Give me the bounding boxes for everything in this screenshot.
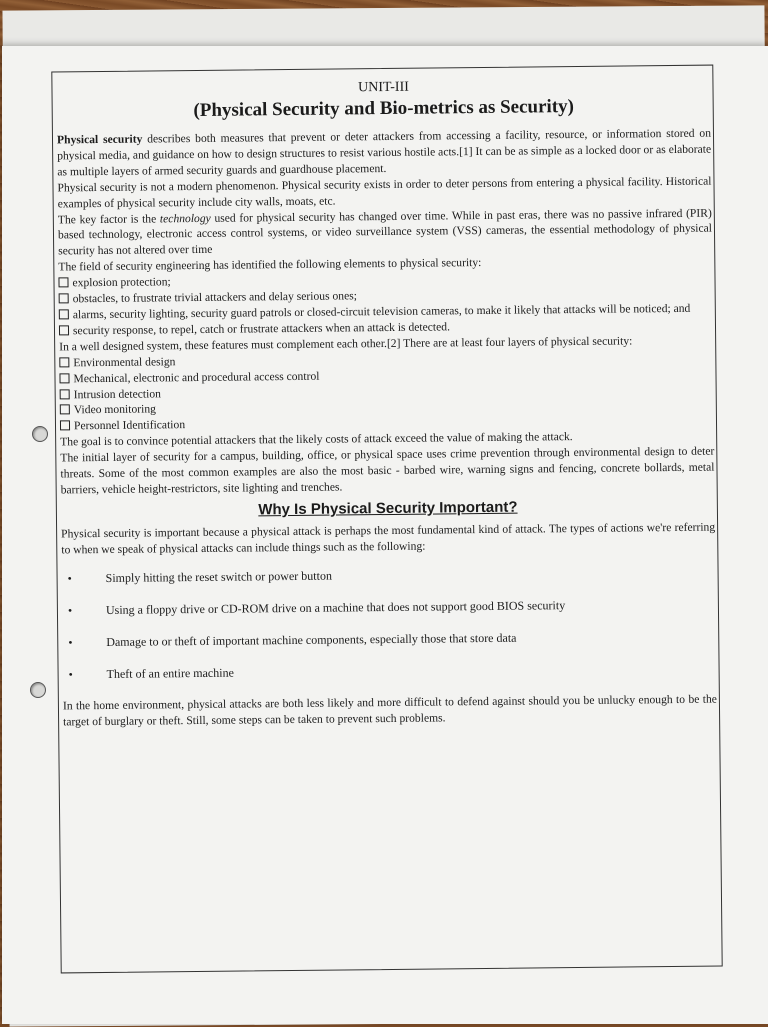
intro-lead-term: Physical security <box>56 132 143 147</box>
initial-layer-paragraph: The initial layer of security for a campus, building, office, or physical space uses crime prevention through environmental design to deter threats. Some of the most common examples are also the most basic - barbed wire, warning signs and fencing, concrete bollards, metal barriers, vehicle height-restrictors, site lighting and trenches. <box>60 444 715 497</box>
list-item-text: Using a floppy drive or CD-ROM drive on a machine that does not support good BIOS security <box>105 597 566 617</box>
bullet-icon: • <box>67 570 72 586</box>
list-item-text: Personnel Identification <box>73 418 186 433</box>
goal-paragraph: The goal is to convince potential attackers that the likely costs of attack exceed the value of making the attack. <box>60 430 573 449</box>
list-item-text: alarms, security lighting, security guard patrols or closed-circuit television cameras, to make it likely that attacks will be noticed; and <box>72 301 691 322</box>
intro-paragraph <box>57 126 711 181</box>
punch-hole-top <box>32 426 48 442</box>
punch-hole-bottom <box>30 682 46 698</box>
attack-bullet-list <box>62 563 717 682</box>
checkbox-square-icon <box>60 389 70 399</box>
checkbox-square-icon <box>59 293 69 303</box>
layers-list <box>59 348 714 434</box>
page-content <box>56 74 717 730</box>
checkbox-square-icon <box>59 325 69 335</box>
elements-intro: The field of security engineering has identified the following elements to physical security: <box>58 256 482 274</box>
technology-text-pre: The key factor is the <box>57 211 157 226</box>
list-item-text: Damage to or theft of important machine components, especially those that store data <box>106 630 517 649</box>
elements-list <box>58 269 713 339</box>
list-item <box>63 659 717 682</box>
bullet-icon: • <box>67 602 73 618</box>
list-item-text: Intrusion detection <box>73 386 162 401</box>
checkbox-square-icon <box>59 373 69 383</box>
list-item <box>62 595 716 618</box>
page-border <box>51 65 722 974</box>
checkbox-square-icon <box>58 277 68 287</box>
list-item-text: Environmental design <box>73 354 176 369</box>
checkbox-square-icon <box>59 357 69 367</box>
list-item <box>62 563 716 586</box>
history-paragraph: Physical security is not a modern phenomenon. Physical security exists in order to deter persons from entering a physical facility. Historical examples of physical security include city walls, moats, etc. <box>57 174 712 211</box>
list-item-text: Simply hitting the reset switch or power button <box>105 568 332 585</box>
bullet-icon: • <box>68 634 73 650</box>
list-item-text: security response, to repel, catch or frustrate attackers when an attack is detected. <box>72 320 451 338</box>
technology-text-post: used for physical security has changed over time. While in past eras, there was no passive infrared (PIR) based technology, electronic access control systems, or video surveillance system (VSS) cameras, the essential methodology of physical security has not altered over time <box>57 206 713 258</box>
list-item-text: explosion protection; <box>72 275 171 290</box>
checkbox-square-icon <box>60 405 70 415</box>
layers-intro: In a well designed system, these features must complement each other.[2] There are at least four layers of physical security: <box>59 334 633 354</box>
list-item-text: Theft of an entire machine <box>106 665 234 681</box>
technology-emphasis: technology <box>159 211 211 225</box>
intro-paragraph-text: describes both measures that prevent or deter attackers from accessing a facility, resource, or information stored on physical media, and guidance on how to design structures to resist various hostile acts.[1] It can be as simple as a locked door or as elaborate as multiple layers of armed security guards and guardhouse placement. <box>57 126 712 179</box>
list-item-text: obstacles, to frustrate trivial attackers and delay serious ones; <box>72 289 358 306</box>
why-intro-paragraph: Physical security is important because a physical attack is perhaps the most fundamental kind of attack. The types of actions we're referring to when we speak of physical attacks can include things such as the following: <box>61 520 716 557</box>
section-heading: Why Is Physical Security Important? <box>258 498 518 519</box>
closing-paragraph: In the home environment, physical attacks are both less likely and more difficult to defend against should you be unlucky enough to be the target of burglary or theft. Still, some steps can be taken to prevent such problems. <box>62 692 717 728</box>
checkbox-square-icon <box>59 309 69 319</box>
list-item-text: Video monitoring <box>73 402 156 417</box>
bullet-icon: • <box>68 666 73 681</box>
page-title: (Physical Security and Bio-metrics as Security) <box>193 96 575 122</box>
list-item-text: Mechanical, electronic and procedural access control <box>73 369 320 385</box>
unit-label: UNIT-III <box>357 79 409 96</box>
checkbox-square-icon <box>60 421 70 431</box>
document-page <box>2 46 768 1024</box>
list-item <box>62 627 716 650</box>
technology-paragraph <box>58 205 712 260</box>
